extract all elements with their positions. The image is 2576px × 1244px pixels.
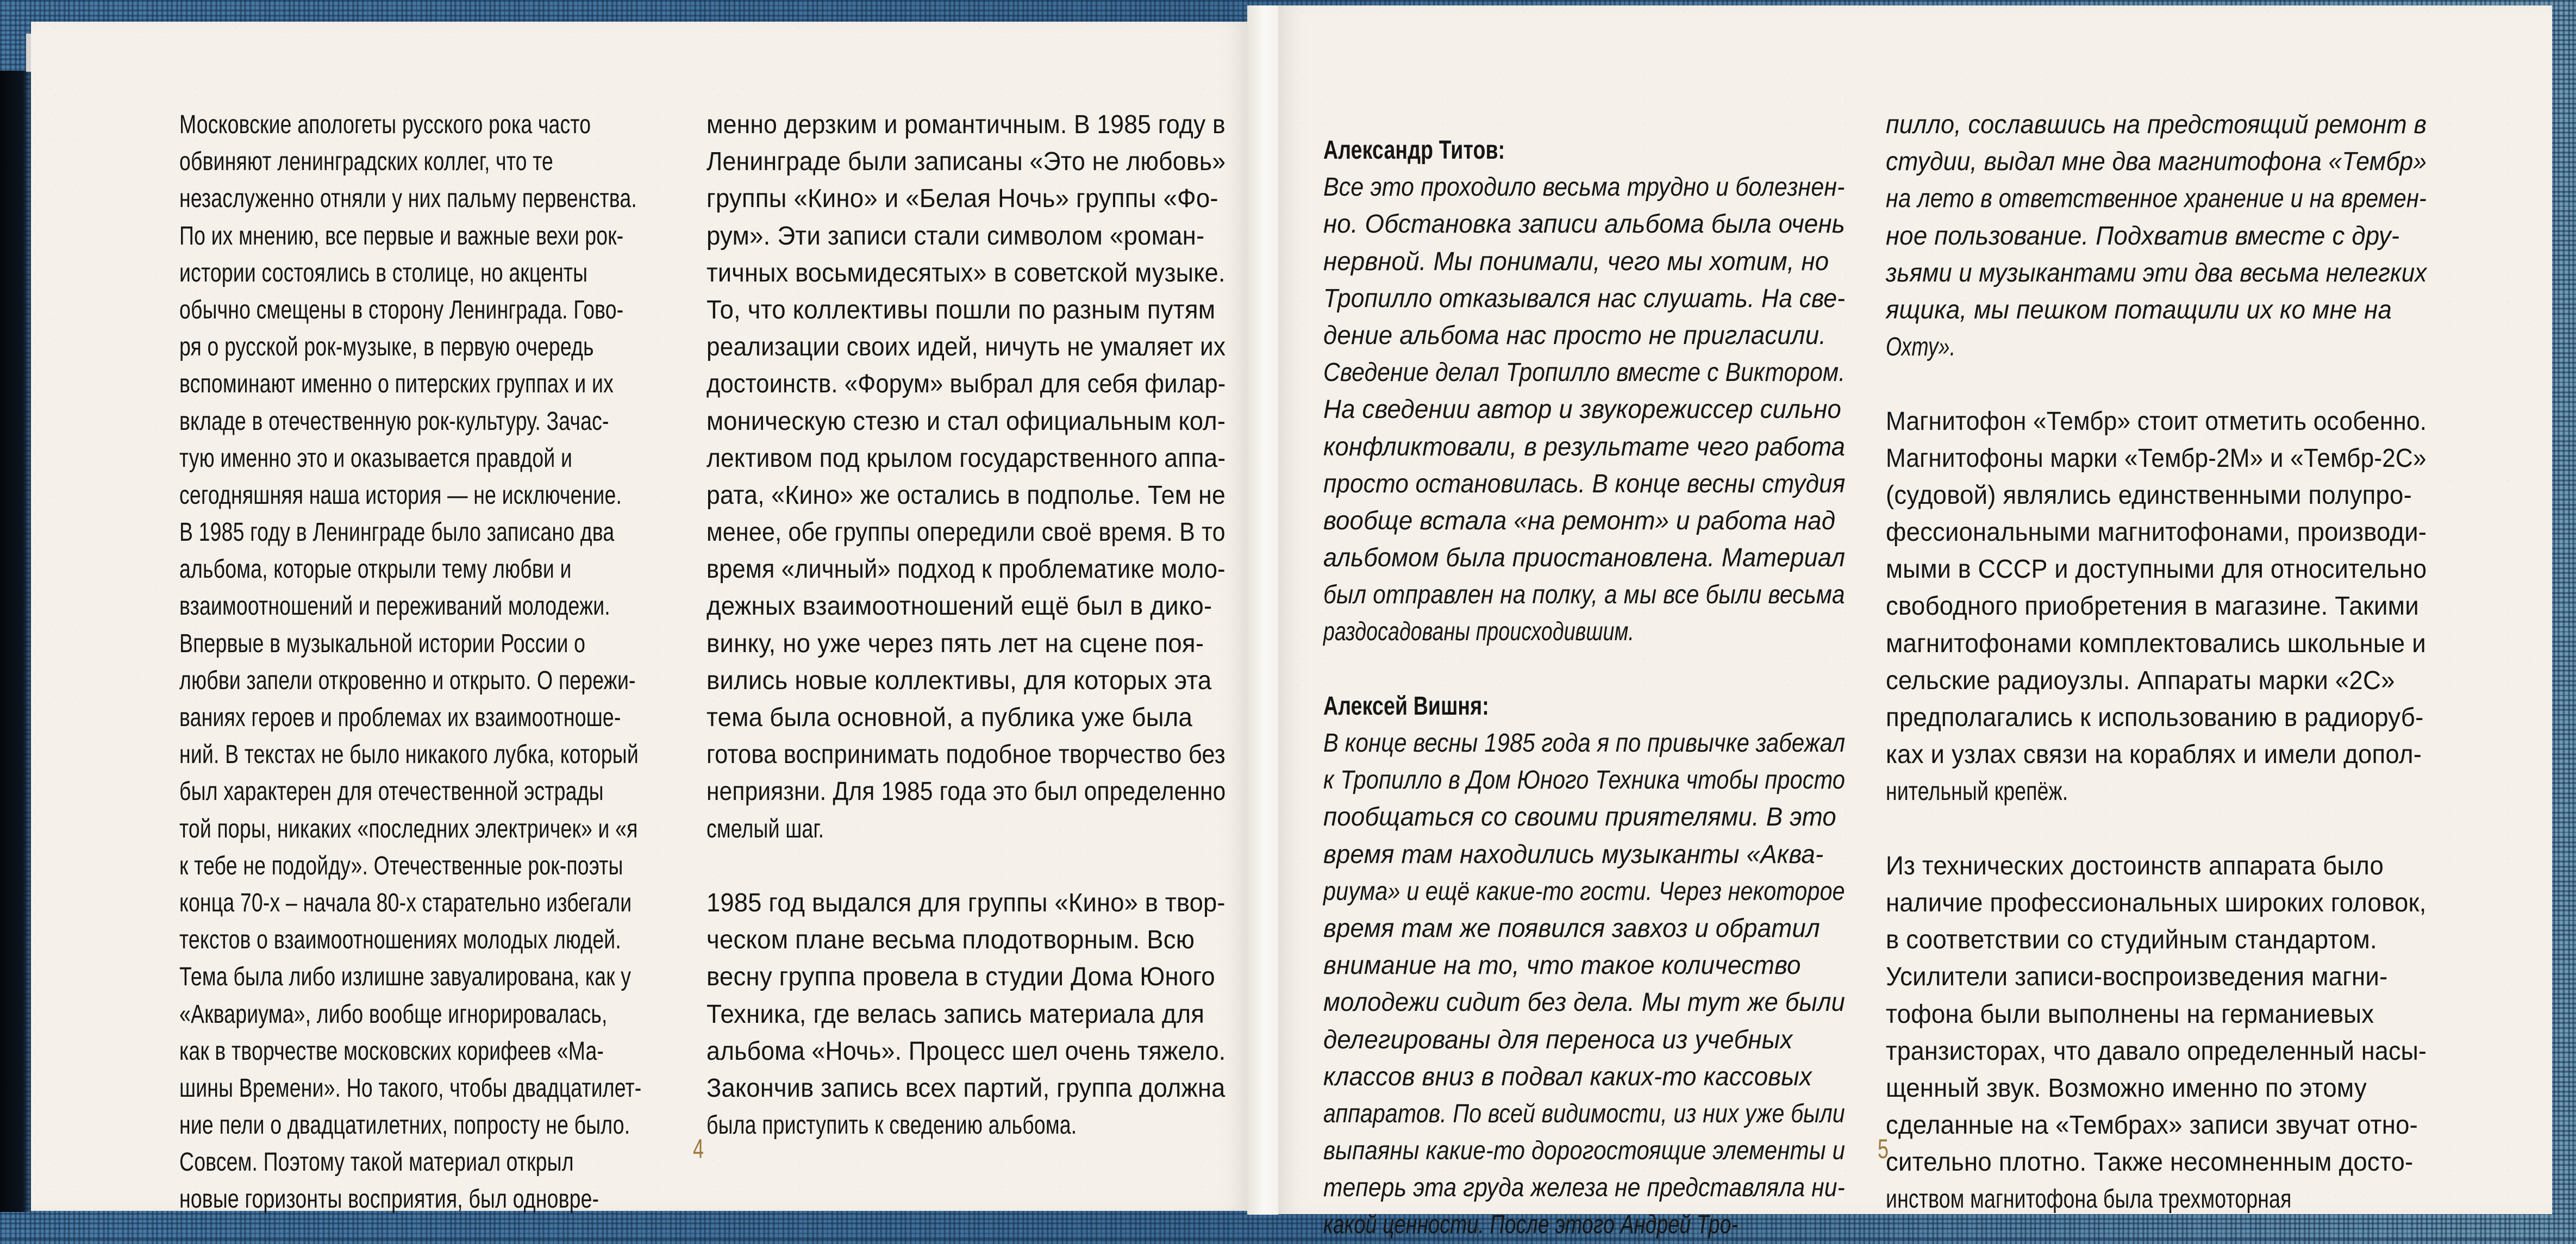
text-line-content: как в творчестве московских корифеев «Ма- xyxy=(179,1036,604,1066)
text-line xyxy=(706,736,1226,773)
text-line xyxy=(706,107,1226,143)
text-line-content: По их мнению, все первые и важные вехи рок- xyxy=(179,221,624,251)
text-line xyxy=(1323,1096,1845,1133)
text-line-content: ние пели о двадцатилетних, попросту не было. xyxy=(179,1111,630,1140)
text-line xyxy=(1886,662,2427,699)
text-line xyxy=(1323,1059,1845,1096)
text-line-content: сегодняшняя наша история — не исключение. xyxy=(179,480,622,510)
text-line xyxy=(1886,996,2427,1033)
text-line xyxy=(179,403,698,440)
text-line-content: в соответствии со студийным стандартом. xyxy=(1886,926,2377,955)
text-line xyxy=(1886,477,2427,514)
text-line xyxy=(1323,873,1845,910)
text-line-content: То, что коллективы пошли по разным путям xyxy=(706,295,1216,324)
text-line xyxy=(179,551,698,588)
text-line xyxy=(1323,947,1845,984)
text-line-content: фессиональными магнитофонами, производи- xyxy=(1886,518,2427,547)
text-line-content: ное пользование. Подхватив вместе с дру- xyxy=(1886,221,2400,251)
text-line-content: достоинств. «Форум» выбрал для себя филар- xyxy=(706,370,1226,399)
text-line xyxy=(1886,626,2427,662)
text-line-content: Тема была либо излишне завуалирована, как у xyxy=(179,962,632,992)
text-line-content: конца 70-х – начала 80-х старательно избегали xyxy=(179,888,632,917)
text-line-content: Из технических достоинств аппарата было xyxy=(1886,851,2384,880)
text-line-content: пилло, сославшись на предстоящий ремонт в xyxy=(1886,110,2427,139)
text-line-content: зьями и музыкантами эти два весьма нелегких xyxy=(1886,258,2427,287)
text-line xyxy=(1886,403,2427,440)
text-line-content: сделанные на «Тембрах» записи звучат отно- xyxy=(1886,1111,2418,1140)
text-line xyxy=(706,699,1226,736)
text-line xyxy=(1323,836,1845,873)
text-line-content: неприязни. Для 1985 года это был определенно xyxy=(706,777,1226,807)
text-line-content: ваниях героев и проблемах их взаимоотноше- xyxy=(179,703,621,732)
text-line-content: время «личный» подход к проблематике моло- xyxy=(706,555,1226,584)
text-line-content: тичных восьмидесятых» в советской музыке. xyxy=(706,258,1226,287)
text-line-content: альбомом была приостановлена. Материал xyxy=(1323,543,1846,573)
text-line xyxy=(1886,514,2427,551)
text-line xyxy=(1323,984,1845,1021)
text-line-content: дение альбома нас просто не пригласили. xyxy=(1323,321,1827,350)
paragraph-gap xyxy=(1886,811,2427,848)
paragraph-gap xyxy=(1323,651,1845,688)
text-line-content: (судовой) являлись единственными полупро- xyxy=(1886,480,2412,510)
text-line xyxy=(706,440,1226,477)
text-line xyxy=(179,1107,698,1144)
text-line xyxy=(179,366,698,403)
text-line-content: пообщаться со своими приятелями. В это xyxy=(1323,803,1836,832)
text-line xyxy=(1323,280,1845,317)
text-line xyxy=(1886,143,2427,180)
text-line xyxy=(706,922,1226,959)
text-line-content: был характерен для отечественной эстрады xyxy=(179,777,604,807)
text-line xyxy=(179,811,698,848)
text-line-content: Совсем. Поэтому такой материал открыл xyxy=(179,1148,574,1177)
text-line-content: тую именно это и оказывается правдой и xyxy=(179,443,573,473)
text-line-content: тема была основной, а публика уже была xyxy=(706,703,1193,732)
text-line-content: незаслуженно отняли у них пальму первенства. xyxy=(179,184,637,214)
text-line-content: Усилители записи-воспроизведения магни- xyxy=(1886,962,2388,992)
text-line xyxy=(1886,1033,2427,1070)
text-line-content: свободного приобретения в магазине. Такими xyxy=(1886,592,2419,621)
text-line-content: вились новые коллективы, для которых эта xyxy=(706,666,1212,695)
text-line xyxy=(179,662,698,699)
text-line-content: тофона были выполнены на германиевых xyxy=(1886,999,2374,1029)
text-line xyxy=(1323,799,1845,836)
text-line xyxy=(1886,1144,2427,1181)
text-line xyxy=(1886,848,2427,885)
text-line xyxy=(179,440,698,477)
text-line xyxy=(1323,206,1845,243)
text-line-content: транзисторах, что давало определенный насы- xyxy=(1886,1036,2427,1066)
text-line-content: инством магнитофона была трехмоторная xyxy=(1886,1185,2292,1214)
text-line xyxy=(1886,699,2427,736)
text-line-content: риума» и ещё какие-то гости. Через некоторое xyxy=(1323,877,1845,906)
paragraph-gap xyxy=(706,848,1226,885)
text-line-content: взаимоотношений и переживаний молодежи. xyxy=(179,592,610,621)
text-line xyxy=(1323,910,1845,947)
text-line xyxy=(1886,885,2427,922)
text-line xyxy=(1323,466,1845,503)
text-line-content: менно дерзким и романтичным. В 1985 году в xyxy=(706,110,1226,139)
text-line xyxy=(179,107,698,143)
text-line xyxy=(179,959,698,996)
text-line-content: «Аквариума», либо вообще игнорировалась, xyxy=(179,999,608,1029)
text-line xyxy=(179,699,698,736)
text-line-content: аппаратов. По всей видимости, из них уже были xyxy=(1323,1099,1845,1128)
text-line xyxy=(1886,180,2427,217)
text-line xyxy=(1323,503,1845,540)
text-line xyxy=(1886,588,2427,625)
text-line xyxy=(1886,736,2427,773)
text-line xyxy=(1886,1070,2427,1107)
speaker-titov xyxy=(1323,132,1845,169)
text-line xyxy=(1886,329,2427,366)
text-line xyxy=(706,1107,1226,1144)
text-line-content: шины Времени». Но такого, чтобы двадцатилет- xyxy=(179,1073,642,1103)
text-line xyxy=(706,366,1226,403)
text-line-content: вкладе в отечественную рок-культуру. Зачас- xyxy=(179,407,609,436)
text-line-content: той поры, никаких «последних электричек» и «я xyxy=(179,814,638,843)
text-line-content: классов вниз в подвал каких-то кассовых xyxy=(1323,1062,1812,1091)
text-line xyxy=(179,180,698,217)
text-line xyxy=(1323,1170,1845,1207)
text-line xyxy=(1323,1133,1845,1170)
text-line xyxy=(1323,577,1845,614)
text-line xyxy=(1886,551,2427,588)
text-line xyxy=(706,514,1226,551)
text-line xyxy=(179,1033,698,1070)
text-line xyxy=(706,1070,1226,1107)
text-line xyxy=(179,329,698,366)
text-line xyxy=(706,403,1226,440)
text-line-content: какой ценности. После этого Андрей Тро- xyxy=(1323,1210,1739,1240)
text-line-content: была приступить к сведению альбома. xyxy=(706,1111,1077,1140)
text-line-content: время там же появился завхоз и обратил xyxy=(1323,914,1820,943)
text-line-content: Сведение делал Тропилло вместе с Виктором. xyxy=(1323,358,1846,387)
text-line-content: Закончив запись всех партий, группа должна xyxy=(706,1073,1226,1103)
text-line-content: к Тропилло в Дом Юного Техника чтобы просто xyxy=(1323,766,1846,795)
text-line-content: внимание на то, что такое количество xyxy=(1323,951,1801,980)
text-line-content: дежных взаимоотношений ещё был в дико- xyxy=(706,592,1212,621)
text-line-content: весну группа провела в студии Дома Юного xyxy=(706,962,1215,992)
text-line-content: менее, обе группы опередили своё время. В то xyxy=(706,518,1226,547)
text-line-content: студии, выдал мне два магнитофона «Тембр» xyxy=(1886,147,2427,177)
text-line xyxy=(706,885,1226,922)
text-line-content: моническую стезю и стал официальным кол- xyxy=(706,407,1226,436)
text-line xyxy=(179,773,698,810)
text-line-content: группы «Кино» и «Белая Ночь» группы «Фо- xyxy=(706,184,1218,214)
text-line xyxy=(706,588,1226,625)
text-line-content: предполагались к использованию в радиоруб- xyxy=(1886,703,2424,732)
quote-vishnya xyxy=(1323,725,1845,1244)
paragraph-technical xyxy=(1886,848,2427,1218)
text-line xyxy=(706,180,1226,217)
text-line-content: Московские апологеты русского рока часто xyxy=(179,110,591,139)
text-line xyxy=(706,1033,1226,1070)
text-line-content: вспоминают именно о питерских группах и их xyxy=(179,370,614,399)
text-line-content: конфликтовали, в результате чего работа xyxy=(1323,432,1846,461)
text-line-content: Магнитофон «Тембр» стоит отметить особенно. xyxy=(1886,407,2427,436)
text-line xyxy=(1323,243,1845,280)
text-line xyxy=(1323,1207,1845,1243)
text-line xyxy=(1323,354,1845,391)
text-line xyxy=(1886,1181,2427,1218)
text-line xyxy=(179,255,698,292)
page-number-text: 4 xyxy=(693,1134,704,1164)
text-line xyxy=(1323,391,1845,428)
text-line-content: сельские радиоузлы. Аппараты марки «2С» xyxy=(1886,666,2395,695)
text-line xyxy=(1323,614,1845,651)
text-line-content: лективом под крылом государственного аппа- xyxy=(706,443,1226,473)
text-line xyxy=(1323,540,1845,577)
text-line xyxy=(706,551,1226,588)
text-line xyxy=(179,514,698,551)
text-line-content: ря о русской рок-музыке, в первую очередь xyxy=(179,333,594,362)
text-line-content: молодежи сидит без дела. Мы тут же были xyxy=(1323,988,1845,1017)
text-line xyxy=(1323,762,1845,799)
text-line-content: 1985 год выдался для группы «Кино» в твор- xyxy=(706,888,1226,917)
text-line-content: ний. В текстах не было никакого лубка, который xyxy=(179,740,639,770)
text-line xyxy=(706,143,1226,180)
text-line-content: смелый шаг. xyxy=(706,814,824,843)
text-line-content: На сведении автор и звукорежиссер сильно xyxy=(1323,395,1842,424)
speaker-name: Александр Титов: xyxy=(1323,136,1505,165)
text-line-content: на лето в ответственное хранение и на времен- xyxy=(1886,184,2427,214)
paragraph-tembr xyxy=(1886,403,2427,811)
text-line xyxy=(1886,440,2427,477)
paragraph-kino-forum xyxy=(706,107,1226,848)
text-line xyxy=(1323,317,1845,354)
text-line-content: любви запели откровенно и открыто. О пережи- xyxy=(179,666,636,695)
text-line-content: время там находились музыканты «Аква- xyxy=(1323,840,1824,869)
text-line xyxy=(179,1144,698,1181)
text-line-content: ящика, мы пешком потащили их ко мне на xyxy=(1886,295,2392,324)
page-number-left xyxy=(693,1133,708,1165)
text-line-content: обычно смещены в сторону Ленинграда. Гово- xyxy=(179,295,624,324)
text-line xyxy=(179,996,698,1033)
text-line-content: теперь эта груда железа не представляла ни- xyxy=(1323,1173,1845,1203)
text-line-content: винку, но уже через пять лет на сцене поя- xyxy=(706,629,1204,658)
text-line-content: Тропилло отказывался нас слушать. На све- xyxy=(1323,284,1846,313)
text-line xyxy=(706,292,1226,329)
text-line xyxy=(706,329,1226,366)
text-line xyxy=(1323,1022,1845,1059)
text-line xyxy=(706,959,1226,996)
text-line-content: альбома, которые открыли тему любви и xyxy=(179,555,572,584)
text-line-content: Все это проходило весьма трудно и болезнен- xyxy=(1323,173,1845,202)
text-line xyxy=(706,218,1226,255)
text-line xyxy=(179,922,698,959)
text-line-content: выпаяны какие-то дорогостоящие элементы и xyxy=(1323,1136,1846,1166)
text-line-content: новые горизонты восприятия, был одновре- xyxy=(179,1185,599,1214)
text-line xyxy=(1886,773,2427,810)
text-line-content: Впервые в музыкальной истории России о xyxy=(179,629,586,658)
speaker-vishnya xyxy=(1323,688,1845,725)
text-line-content: реализации своих идей, ничуть не умаляет их xyxy=(706,333,1226,362)
text-line-content: Охту». xyxy=(1886,333,1956,362)
left-page-column-1 xyxy=(179,107,698,1218)
text-line xyxy=(706,662,1226,699)
text-line-content: раздосадованы происходившим. xyxy=(1323,617,1634,647)
text-line-content: ках и узлах связи на кораблях и имели допол- xyxy=(1886,740,2422,770)
text-line xyxy=(1323,169,1845,206)
text-line-content: щенный звук. Возможно именно по этому xyxy=(1886,1073,2367,1103)
text-line xyxy=(1886,218,2427,255)
text-line-content: В 1985 году в Ленинграде было записано два xyxy=(179,518,615,547)
text-line xyxy=(179,292,698,329)
text-line-content: рата, «Кино» же остались в подполье. Тем не xyxy=(706,480,1226,510)
text-line-content: вообще встала «на ремонт» и работа над xyxy=(1323,506,1836,535)
paragraph-gap xyxy=(1886,366,2427,403)
text-line-content: готова воспринимать подобное творчество без xyxy=(706,740,1226,770)
text-line xyxy=(706,626,1226,662)
left-page-column-2 xyxy=(706,107,1226,1144)
text-line-content: наличие профессиональных широких головок, xyxy=(1886,888,2427,917)
text-line-content: был отправлен на полку, а мы все были весьма xyxy=(1323,580,1845,610)
text-line-content: Техника, где велась запись материала для xyxy=(706,999,1205,1029)
text-line-content: альбома «Ночь». Процесс шел очень тяжело. xyxy=(706,1036,1226,1066)
page-number-text: 5 xyxy=(1878,1134,1889,1164)
text-line-content: нервной. Мы понимали, чего мы хотим, но xyxy=(1323,247,1829,276)
text-line xyxy=(179,588,698,625)
text-line-content: рум». Эти записи стали символом «роман- xyxy=(706,221,1205,251)
text-line xyxy=(179,477,698,514)
text-line xyxy=(179,885,698,922)
text-line xyxy=(179,143,698,180)
text-line-content: просто остановилась. В конце весны студия xyxy=(1323,469,1846,498)
text-line-content: В конце весны 1985 года я по привычке забежал xyxy=(1323,729,1846,758)
text-line xyxy=(179,1070,698,1107)
text-line-content: обвиняют ленинградских коллег, что те xyxy=(179,147,554,177)
text-line-content: истории состоялись в столице, но акценты xyxy=(179,258,588,287)
text-line-content: мыми в СССР и доступными для относительно xyxy=(1886,555,2427,584)
text-line xyxy=(179,218,698,255)
text-line-content: к тебе не подойду». Отечественные рок-поэты xyxy=(179,851,623,880)
text-line xyxy=(1886,255,2427,292)
paragraph-1985-noch xyxy=(706,885,1226,1144)
text-line xyxy=(706,811,1226,848)
text-line-content: текстов о взаимоотношениях молодых людей. xyxy=(179,926,621,955)
text-line xyxy=(1886,959,2427,996)
quote-vishnya-continued xyxy=(1886,107,2427,366)
text-line xyxy=(179,736,698,773)
book-gutter xyxy=(1247,5,1278,1215)
text-line xyxy=(706,996,1226,1033)
page-number-right xyxy=(1878,1133,1893,1165)
text-line xyxy=(706,477,1226,514)
right-page-column-2 xyxy=(1886,107,2427,1218)
text-line-content: делегированы для переноса из учебных xyxy=(1323,1025,1793,1054)
text-line xyxy=(179,626,698,662)
text-line-content: но. Обстановка записи альбома была очень xyxy=(1323,210,1845,239)
text-line xyxy=(706,773,1226,810)
text-line xyxy=(1886,292,2427,329)
text-line-content: нительный крепёж. xyxy=(1886,777,2068,807)
text-line xyxy=(1886,107,2427,143)
text-line xyxy=(1886,1107,2427,1144)
speaker-name: Алексей Вишня: xyxy=(1323,691,1489,721)
text-line xyxy=(179,848,698,885)
quote-titov xyxy=(1323,169,1845,651)
text-line xyxy=(1323,725,1845,762)
right-page-column-1 xyxy=(1323,132,1845,1244)
text-line-content: магнитофонами комплектовались школьные и xyxy=(1886,629,2426,658)
text-line xyxy=(179,1181,698,1218)
text-line xyxy=(706,255,1226,292)
text-line xyxy=(1886,922,2427,959)
text-line-content: сительно плотно. Также несомненным досто- xyxy=(1886,1148,2414,1177)
scan-shadow xyxy=(0,71,33,1212)
text-line-content: Магнитофоны марки «Тембр-2М» и «Тембр-2С» xyxy=(1886,443,2427,473)
text-line xyxy=(1323,429,1845,466)
text-line-content: ческом плане весьма плодотворным. Всю xyxy=(706,926,1195,955)
text-line-content: Ленинграде были записаны «Это не любовь» xyxy=(706,147,1226,177)
